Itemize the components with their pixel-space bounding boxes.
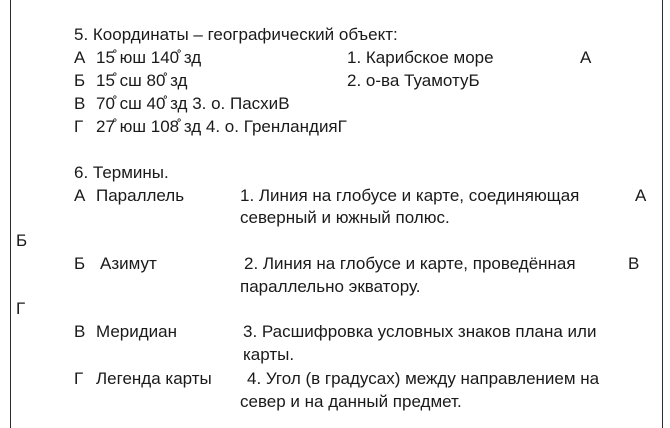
- task6-row-c-letter: В: [74, 322, 86, 341]
- task5-object-1: 1. Карибское море: [347, 48, 494, 67]
- task5-item-b-coords: 15̊ сш 80̊ зд: [96, 71, 188, 90]
- task5-answer-1: А: [580, 48, 592, 67]
- task6-title: 6. Термины.: [74, 163, 169, 182]
- task6-def-1-line1: 1. Линия на глобусе и карте, соединяющая: [240, 186, 580, 205]
- task5-item-c-coords: 70̊ сш 40̊ зд: [96, 94, 188, 113]
- task5-answer-3: В: [278, 94, 290, 113]
- task5-item-a-letter: А: [74, 48, 86, 67]
- task6-row-d-letter: Г: [74, 369, 84, 388]
- task5-item-a-coords: 15̊ юш 140̊ зд: [96, 48, 202, 67]
- task5-object-4: 4. о. Гренландия: [205, 117, 338, 136]
- task6-def-2-line1: 2. Линия на глобусе и карте, проведённая: [244, 254, 576, 273]
- task5-title: 5. Координаты – географический объект:: [74, 25, 398, 44]
- task5-item-b-letter: Б: [74, 71, 86, 90]
- task6-row-b-term: Азимут: [100, 254, 157, 273]
- task5-item-d-letter: Г: [74, 117, 84, 136]
- task6-margin-letter-2: Г: [16, 299, 26, 318]
- task5-object-2-text: 2. о-ва Туамоту: [347, 71, 469, 90]
- task6-row-a-letter: А: [74, 186, 86, 205]
- task6-margin-letter-1: Б: [16, 231, 28, 250]
- task6-def-4-line2: север и на данный предмет.: [240, 392, 462, 411]
- task6-row-a-term: Параллель: [96, 186, 185, 205]
- task6-answer-1: А: [635, 186, 647, 205]
- task5-answer-2: Б: [468, 71, 480, 90]
- task5-object-2: [347, 71, 480, 91]
- task5-item-c-letter: В: [74, 94, 86, 113]
- task6-answer-2: В: [628, 254, 640, 273]
- task5-item-c-row: [96, 94, 290, 114]
- task5-object-3: 3. о. Пасхи: [192, 94, 279, 113]
- task6-def-4-line1: 4. Угол (в градусах) между направлением на: [247, 369, 600, 388]
- task6-row-d-term: Легенда карты: [96, 369, 212, 388]
- task6-row-b-letter: Б: [74, 254, 86, 273]
- task5-answer-4: Г: [337, 117, 347, 136]
- task6-row-c-term: Меридиан: [96, 322, 178, 341]
- task6-def-1-line2: северный и южный полюс.: [240, 208, 450, 227]
- task6-def-3-line1: 3. Расшифровка условных знаков плана или: [243, 322, 597, 341]
- task5-item-d-row: [96, 117, 347, 137]
- task5-item-d-coords: 27̊ юш 108̊ зд: [96, 117, 202, 136]
- task6-def-3-line2: карты.: [243, 345, 295, 364]
- task6-def-2-line2: параллельно экватору.: [240, 277, 421, 296]
